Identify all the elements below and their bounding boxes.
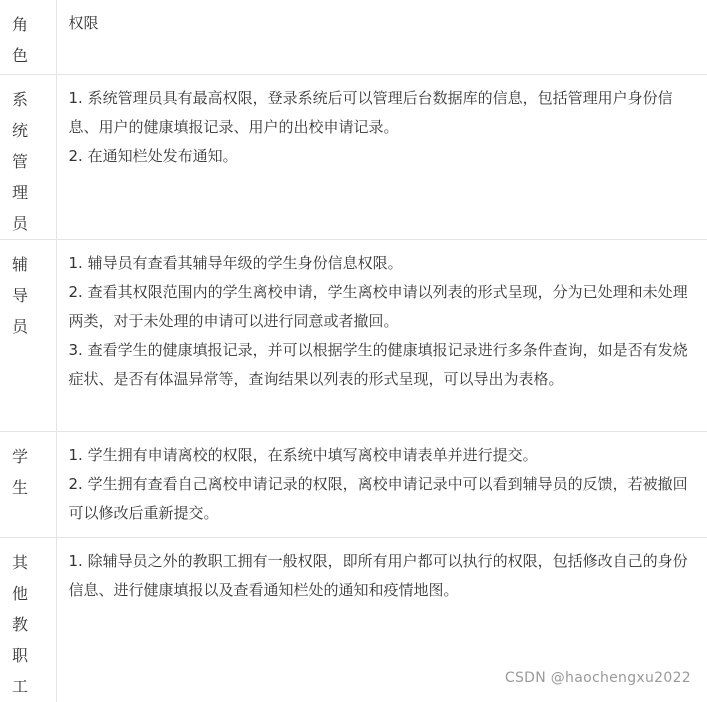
table-row [0,432,707,538]
header-permission [56,0,707,75]
permission-item: 1. 学生拥有申请离校的权限，在系统中填写离校申请表单并进行提交。 [69,441,690,470]
permission-item: 1. 系统管理员具有最高权限，登录系统后可以管理后台数据库的信息，包括管理用户身份信息、用户的健康填报记录、用户的出校申请记录。 [69,84,690,142]
role-label: 辅导员 [12,249,32,342]
permission-item: 1. 辅导员有查看其辅导年级的学生身份信息权限。 [69,249,690,278]
permission-item: 2. 在通知栏处发布通知。 [69,142,690,171]
role-label: 学生 [12,441,32,503]
permission-cell [56,75,707,240]
header-role-label: 角色 [12,9,32,71]
header-permission-label: 权限 [69,14,99,32]
role-cell [0,240,56,432]
table-row [0,240,707,432]
permission-item: 2. 查看其权限范围内的学生离校申请，学生离校申请以列表的形式呈现，分为已处理和未处理两类，对于未处理的申请可以进行同意或者撤回。 [69,278,690,336]
permission-cell [56,240,707,432]
header-role [0,0,56,75]
role-cell [0,75,56,240]
table-header-row [0,0,707,75]
role-label: 其他教职工 [12,547,32,702]
watermark: CSDN @haochengxu2022 [505,670,691,686]
role-cell [0,432,56,538]
role-label: 系统管理员 [12,84,32,239]
permission-cell [56,432,707,538]
permission-item: 2. 学生拥有查看自己离校申请记录的权限，离校申请记录中可以看到辅导员的反馈，若被撤回可以修改后重新提交。 [69,470,690,528]
table-row [0,75,707,240]
role-cell [0,538,56,702]
permission-item: 3. 查看学生的健康填报记录，并可以根据学生的健康填报记录进行多条件查询，如是否有发烧症状、是否有体温异常等，查询结果以列表的形式呈现，可以导出为表格。 [69,336,690,394]
permission-item: 1. 除辅导员之外的教职工拥有一般权限，即所有用户都可以执行的权限，包括修改自己的身份信息、进行健康填报以及查看通知栏处的通知和疫情地图。 [69,547,690,605]
